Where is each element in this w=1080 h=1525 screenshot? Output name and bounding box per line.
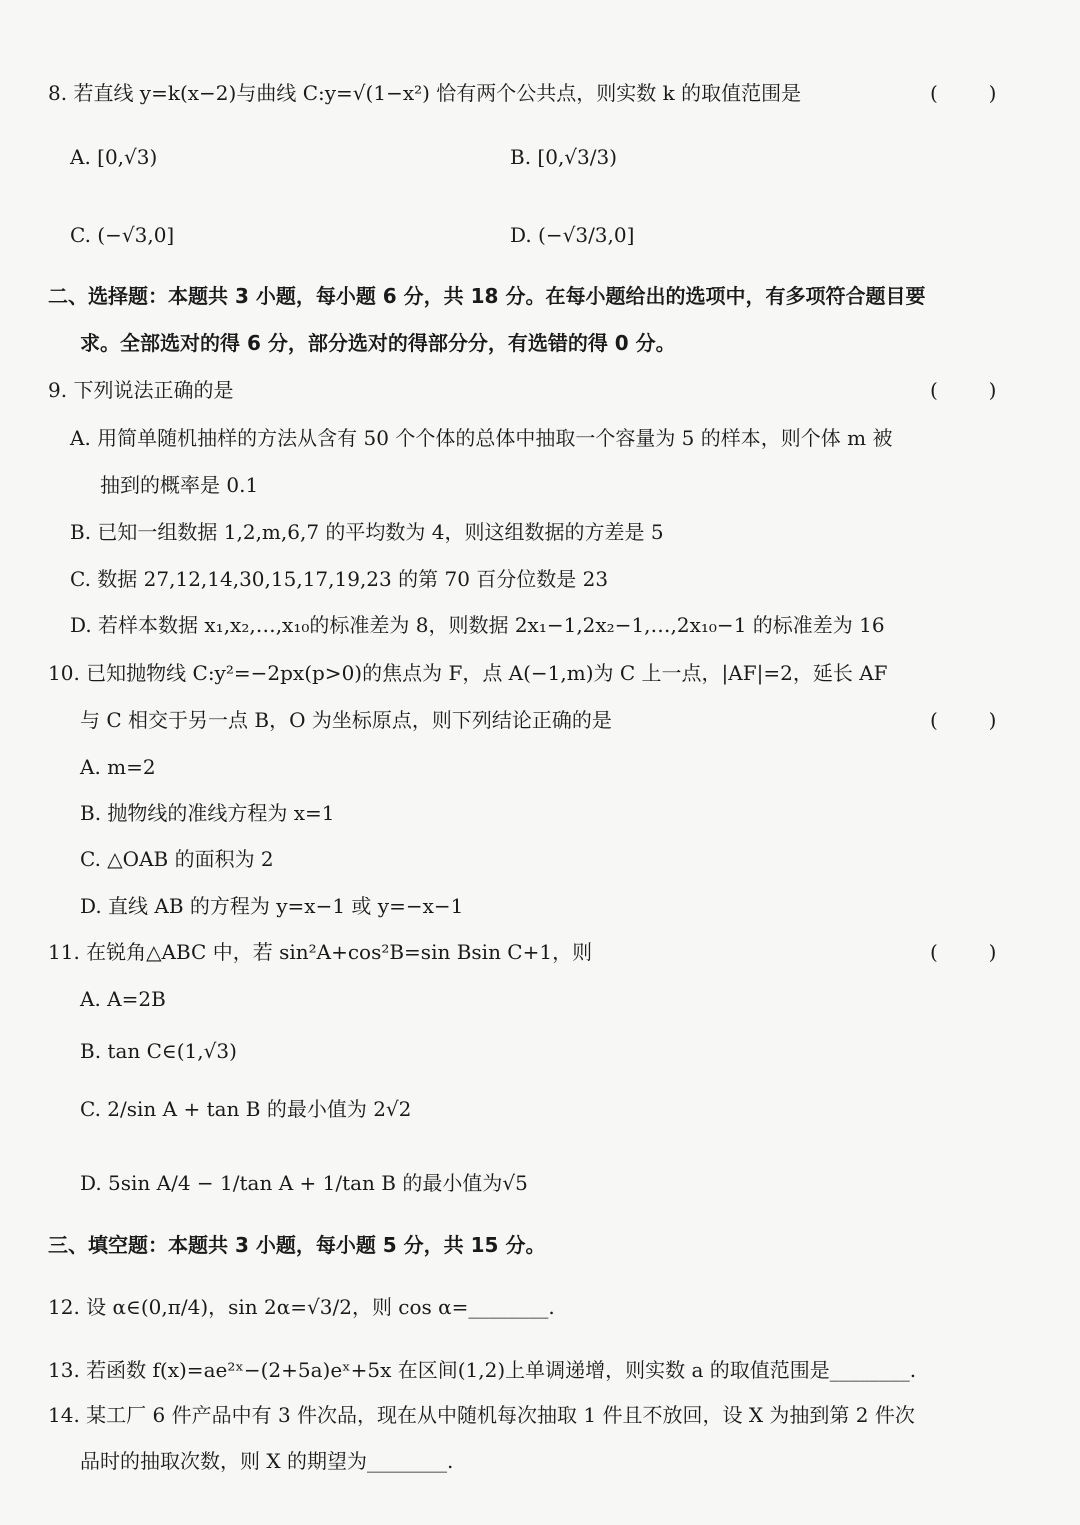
q13-text: 13. 若函数 f(x)=ae²ˣ−(2+5a)eˣ+5x 在区间(1,2)上单调递增，则实数 a 的取值范围是________. bbox=[48, 1358, 917, 1382]
q9-answer-bracket: ( ) bbox=[930, 378, 997, 402]
q8-answer-bracket: ( ) bbox=[930, 81, 997, 105]
section3-heading: 三、填空题：本题共 3 小题，每小题 5 分，共 15 分。 bbox=[48, 1233, 546, 1257]
q10-option-c: C. △OAB 的面积为 2 bbox=[80, 847, 274, 871]
q8-option-c: C. (−√3,0] bbox=[70, 223, 175, 247]
q14-line1: 14. 某工厂 6 件产品中有 3 件次品，现在从中随机每次抽取 1 件且不放回，设 X 为抽到第 2 件次 bbox=[48, 1403, 915, 1427]
q11-option-a: A. A=2B bbox=[80, 987, 166, 1011]
q10-stem-line1: 10. 已知抛物线 C:y²=−2px(p>0)的焦点为 F，点 A(−1,m)为 C 上一点，|AF|=2，延长 AF bbox=[48, 661, 888, 685]
q9-option-a-line1: A. 用简单随机抽样的方法从含有 50 个个体的总体中抽取一个容量为 5 的样本，则个体 m 被 bbox=[70, 426, 893, 450]
q11-stem: 11. 在锐角△ABC 中，若 sin²A+cos²B=sin Bsin C+1，则 bbox=[48, 940, 593, 964]
q11-option-b: B. tan C∈(1,√3) bbox=[80, 1039, 237, 1063]
q9-stem: 9. 下列说法正确的是 bbox=[48, 378, 234, 402]
q11-option-d: D. 5sin A/4 − 1/tan A + 1/tan B 的最小值为√5 bbox=[80, 1171, 528, 1195]
q9-option-c: C. 数据 27,12,14,30,15,17,19,23 的第 70 百分位数是 23 bbox=[70, 567, 609, 591]
q9-option-b: B. 已知一组数据 1,2,m,6,7 的平均数为 4，则这组数据的方差是 5 bbox=[70, 520, 664, 544]
q14-line2: 品时的抽取次数，则 X 的期望为________. bbox=[80, 1449, 454, 1473]
q10-option-b: B. 抛物线的准线方程为 x=1 bbox=[80, 801, 335, 825]
q9-option-d: D. 若样本数据 x₁,x₂,…,x₁₀的标准差为 8，则数据 2x₁−1,2x₂−1,…,2x₁₀−1 的标准差为 16 bbox=[70, 613, 885, 637]
q12-text: 12. 设 α∈(0,π/4)，sin 2α=√3/2，则 cos α=________. bbox=[48, 1295, 555, 1319]
q8-option-d: D. (−√3/3,0] bbox=[510, 223, 635, 247]
q10-option-d: D. 直线 AB 的方程为 y=x−1 或 y=−x−1 bbox=[80, 894, 464, 918]
q8-option-b: B. [0,√3/3) bbox=[510, 145, 618, 169]
q11-option-c: C. 2/sin A + tan B 的最小值为 2√2 bbox=[80, 1097, 412, 1121]
q8-stem: 8. 若直线 y=k(x−2)与曲线 C:y=√(1−x²) 恰有两个公共点，则实数 k 的取值范围是 bbox=[48, 81, 802, 105]
q10-answer-bracket: ( ) bbox=[930, 708, 997, 732]
section2-heading-line2: 求。全部选对的得 6 分，部分选对的得部分分，有选错的得 0 分。 bbox=[80, 331, 676, 355]
q9-option-a-line2: 抽到的概率是 0.1 bbox=[100, 473, 259, 497]
q11-answer-bracket: ( ) bbox=[930, 940, 997, 964]
q8-option-a: A. [0,√3) bbox=[70, 145, 158, 169]
q10-option-a: A. m=2 bbox=[80, 755, 156, 779]
q10-stem-line2: 与 C 相交于另一点 B，O 为坐标原点，则下列结论正确的是 bbox=[80, 708, 612, 732]
section2-heading-line1: 二、选择题：本题共 3 小题，每小题 6 分，共 18 分。在每小题给出的选项中，有多项符合题目要 bbox=[48, 284, 926, 308]
